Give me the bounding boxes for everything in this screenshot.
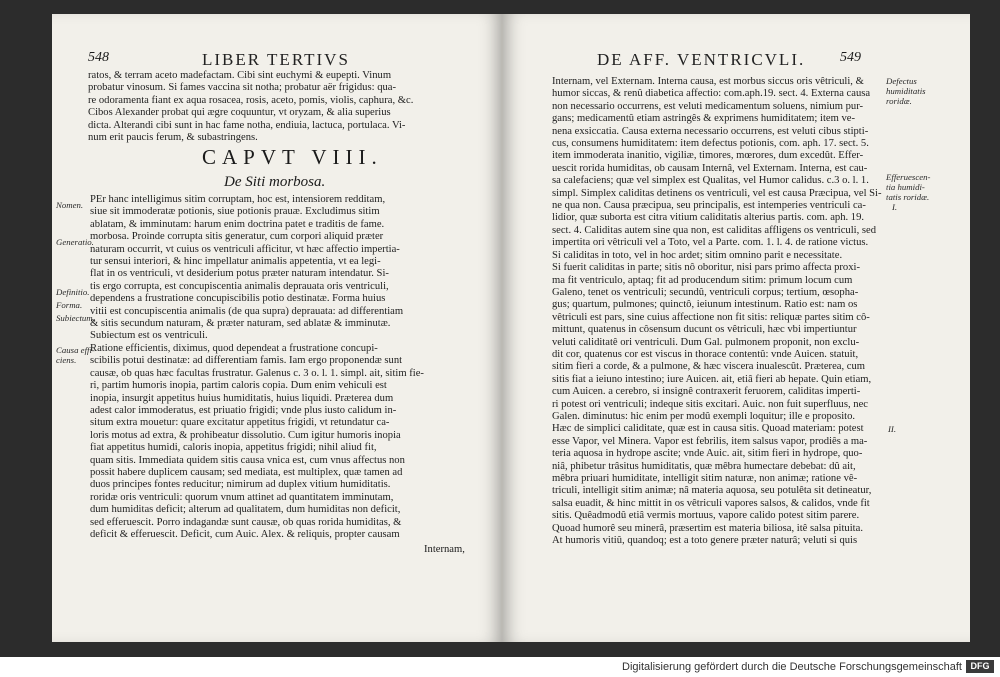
text-line: PEr hanc intelligimus sitim corruptam, hoc est, intensiorem redditam, — [90, 194, 386, 205]
margin-note: Subiectum. — [56, 313, 95, 323]
left-page — [52, 14, 502, 642]
margin-note: ciens. — [56, 355, 77, 365]
text-line: item immoderata inanitio, vigiliæ, timores, mœrores, dum excedût. Effer- — [552, 150, 864, 162]
margin-note: Nomen. — [56, 200, 84, 210]
text-line: cum Auicen. a cerebro, si insignê contraxerit feruorem, caliditas imperti- — [552, 386, 861, 398]
text-line: tis ergo corrupta, est concupiscentia animalis deprauata oris ventriculi, — [90, 280, 389, 292]
text-line: & sitis secundum naturam, & præter naturam, sed ablatæ & imminutæ. — [90, 318, 391, 330]
right-page — [502, 14, 970, 642]
text-line: Si fuerit caliditas in parte; sitis nô oboritur, nisi pars primo affecta proxi- — [552, 262, 860, 274]
margin-note: Forma. — [56, 300, 83, 310]
margin-note: Defectus — [886, 76, 917, 86]
text-line: num erit paucis ferum, & subastringens. — [88, 132, 258, 144]
text-line: mêbra priuari humiditate, intelligit sitim naturæ, non animæ; ratione vê- — [552, 473, 858, 484]
text-line: situm extra mouetur: quare excitatur appetitus frigidi, vt retundatur ca- — [90, 417, 390, 429]
text-line: Galeno, tenet os ventriculi; secundû, ventriculi corpus; tertium, œsopha- — [552, 286, 859, 298]
text-line: Galen. diminutus: hic enim per modû exempli loquitur; ille e proposito. — [552, 410, 856, 422]
text-line: quam sitis. Immediata quidem sitis causa vnica est, cum vnus affectus non — [90, 454, 405, 466]
text-line: Internam, vel Externam. Interna causa, est morbus siccus oris vêtriculi, & — [552, 76, 864, 87]
chapter-subtitle: De Siti morbosa. — [224, 174, 326, 190]
text-line: flat in os ventriculi, vt desiderium potus præter naturam intendatur. Si- — [90, 268, 389, 280]
text-line: siue sit immoderatæ potionis, siue potionis prauæ. Excludimus sitim — [90, 206, 380, 218]
text-line: re odoramenta fiant ex aqua rosacea, rosis, aceto, pomis, violis, caphura, &c. — [88, 94, 414, 106]
text-line: salsa euadit, & hinc mittit in os vêtriculi vapores salsos, & calidos, vnde fit — [552, 497, 870, 509]
text-line: ri potest ori ventriculi; indeque sitis excitari. Auic. non fuit superfluus, nec — [552, 398, 868, 410]
text-line: veluti caliditatê ori ventriculi. Dum Gal. pulmonem proponit, non exclu- — [552, 336, 860, 348]
text-line: ma fit ventriculo, aptaq; fit ad producendum sitim: primum locum cum — [552, 274, 853, 286]
text-line: loris motus ad extra, & prohibeatur dissolutio. Cum igitur humoris inopia — [90, 429, 401, 441]
funding-credit: Digitalisierung gefördert durch die Deutsche Forschungsgemeinschaft — [622, 661, 962, 673]
text-line: ri, partim humoris inopia, partim caloris copia. Dum enim vehiculi est — [90, 380, 387, 392]
page-number: 548 — [88, 50, 109, 65]
text-line: ne qua non. Causa præcipua, seu principalis, est intemperies ventriculi ca- — [552, 200, 866, 212]
text-line: dicta. Alterandi cibi sunt in hac fame notha, endiuia, lactuca, portulaca. Vi- — [88, 119, 406, 131]
text-line: gans; medicamentû etiam astringês & exprimens humiditatem; item ve- — [552, 113, 856, 125]
text-line: esse Vapor, vel Minera. Vapor est febrilis, item salsus vapor, prodiês a ma- — [552, 435, 868, 447]
text-line: teria aquosa in hydrope ascite; vnde Auic. ait, sitim fieri in hydrope, quo- — [552, 448, 863, 460]
text-line: gus; quartum, pulmones; quinctô, ieiunum intestinum. Ratio est: nam os — [552, 299, 858, 311]
text-line: At humoris vitiû, quandoq; est a toto genere præter naturâ; veluti si quis — [552, 535, 858, 547]
text-line: Subiectum est os ventriculi. — [90, 330, 208, 342]
running-head: LIBER TERTIVS — [202, 50, 350, 69]
text-line: tur sensui interiori, & hinc impellatur animalis appetentia, vt ea legi- — [90, 256, 381, 268]
text-line: triculi, intelligit sitim animæ; nâ materia aquosa, seu potulêta sit detineatur, — [552, 485, 872, 497]
text-line: ablatam, & imminutam: harum enim doctrina patet e traditis de fame. — [90, 218, 385, 230]
text-line: uescit rorida humiditas, ob causam Internâ, vel Externam. Interna, est cau- — [552, 162, 868, 174]
text-line: fiat appetitus humidi, caloris inopia, appetitus frigidi; nihil aliud fit, — [90, 442, 377, 454]
text-line: Cibos Alexander probat qui ægre coquuntur, vt oryzam, & alia superius — [88, 107, 391, 119]
text-line: cus, consumens humiditatem: item defectus potionis, com. aph. 17. sect. 5. — [552, 138, 869, 150]
text-line: humor siccas, & renû diabetica affectio: com.aph.19. sect. 4. Externa causa — [552, 88, 871, 100]
text-line: mittunt, quatenus in côsensum ducunt os vêtriculi, hæc vbi impertiuntur — [552, 324, 857, 336]
margin-note: Causa effi- — [56, 345, 95, 355]
margin-note: humiditatis — [886, 86, 926, 96]
text-line: dum humiditas deficit; alterum ad qualitatem, dum humiditas non deficit, — [90, 504, 401, 516]
text-line: naturam occurrit, vt cuius os ventriculi afficitur, vt hæc affectio impertia- — [90, 243, 400, 255]
running-head: DE AFF. VENTRICVLI. — [597, 50, 806, 69]
text-line: Quoad humorê seu minerâ, præsertim est materia biliosa, itê salsa pituita. — [552, 522, 863, 534]
text-line: sitis. Quêadmodû etiâ vermis mortuus, vapore calido potest sitim parere. — [552, 510, 860, 522]
text-line: sa calefaciens; quæ vel simplex est Qualitas, vel Humor calidus. c.3 o. l. 1. — [552, 175, 869, 187]
margin-note: tatis roridæ. — [886, 192, 930, 202]
text-line: deficit & efferuescit. Deficit, cum Auic. Alex. & reliquis, propter causam — [90, 528, 400, 540]
text-line: duos principes fontes reducitur; nimirum ad duplex vitium humiditatis. — [90, 479, 391, 491]
margin-note: tia humidi- — [886, 182, 925, 192]
text-line: inopia, insurgit appetitus huius humiditatis, huius liquidi. Præterea dum — [90, 392, 394, 404]
margin-note: Efferuescen- — [886, 172, 931, 182]
text-line: dependens a frustratione concupiscibilis potio destinatæ. Forma huius — [90, 293, 386, 305]
text-line: simpl. Simplex caliditas detinens os ventriculi, vel est causa Præcipua, vel Si- — [552, 187, 882, 199]
text-line: sitim fieri a corde, & a pulmone, & hæc viscera inualescût. Præterea, cum — [552, 361, 866, 373]
text-line: vitii est concupiscentia animalis (de qua supra) deprauata: ad differentiam — [90, 305, 404, 317]
margin-note: Definitio. — [56, 287, 90, 297]
chapter-body — [90, 194, 488, 541]
text-line: adest calor immoderatus, est priuatio frigidi; vnde plus iusto calidum in- — [90, 404, 397, 416]
text-line: vêtriculi est pars, sine cuius affectione non fit sitis: reliquæ partes sitim cô- — [552, 311, 870, 323]
text-line: nena exsiccatia. Causa externa necessario occurrens, est veluti cibus stipti- — [552, 125, 869, 137]
text-line: possit habere duplicem causam; sed mediata, est multiplex, quæ tamen ad — [90, 466, 403, 478]
text-line: non necessario occurrens, est veluti medicamentum soluens, nimium pur- — [552, 100, 864, 112]
text-line: ratos, & terram aceto madefactam. Cibi sint euchymi & eupepti. Vinum — [88, 70, 392, 81]
margin-note: roridæ. — [886, 96, 912, 106]
margin-note: II. — [888, 424, 897, 434]
catchword: Internam, — [424, 544, 465, 555]
dfg-logo: DFG — [966, 660, 994, 673]
text-line: Hæc de simplici caliditate, quæ est in causa sitis. Quoad materiam: potest — [552, 423, 864, 435]
margin-note: Generatio. — [56, 237, 94, 247]
text-line: sed efferuescit. Porro indagandæ sunt causæ, ob quas rorida humiditas, & — [90, 516, 402, 528]
text-line: roridæ oris ventriculi: quorum vnum attinet ad quantitatem imminutam, — [90, 491, 394, 503]
text-line: scibilis potui destinatæ: ad differentiam famis. Iam ergo proponendæ sunt — [90, 355, 403, 367]
page-number: 549 — [840, 50, 861, 65]
text-line: sitis fiat a ieiuno intestino; iure Auicen. ait, etiâ fieri ab hepate. Quin etiam, — [552, 373, 872, 385]
text-line: sect. 4. Caliditas autem sine qua non, est caliditas affligens os ventriculi, sed — [552, 224, 877, 236]
text-line: niâ, phibetur trâsitus humiditatis, quæ mêbra humectare debebat: dû ait, — [552, 460, 856, 472]
text-line: causæ, ob quas hæc facultas frustratur. Galenus c. 3 o. l. 1. simpl. ait, sitim fie- — [90, 367, 424, 379]
text-line: dit cor, quatenus cor est viscus in thorace contentû: vnde Auicen. statuit, — [552, 348, 859, 360]
text-line: Si caliditas in toto, vel in hoc ardet; sitim omnino parit e necessitate. — [552, 249, 843, 261]
digitization-footer — [0, 657, 1000, 677]
text-line: Ratione efficientis, diximus, quod dependeat a frustratione concupi- — [90, 342, 378, 354]
right-body — [552, 76, 882, 547]
chapter-title: CAPVT VIII. — [202, 145, 383, 169]
intro-paragraph — [88, 70, 488, 144]
text-line: lidior, quæ suborta est citra vitium caliditatis alterius partis. com. aph. 19. — [552, 212, 865, 224]
text-line: morbosa. Proinde corrupta sitis generatur, cum corpori aliquid præter — [90, 231, 384, 243]
margin-note: I. — [892, 202, 898, 212]
text-line: impertita ori vêtriculi vel a Toto, vel a Parte. com. 1. l. 4. de ratione victus. — [552, 237, 869, 249]
text-line: probatur vinosum. Si fames vaccina sit notha; probatur aër frigidus: qua- — [88, 82, 397, 94]
